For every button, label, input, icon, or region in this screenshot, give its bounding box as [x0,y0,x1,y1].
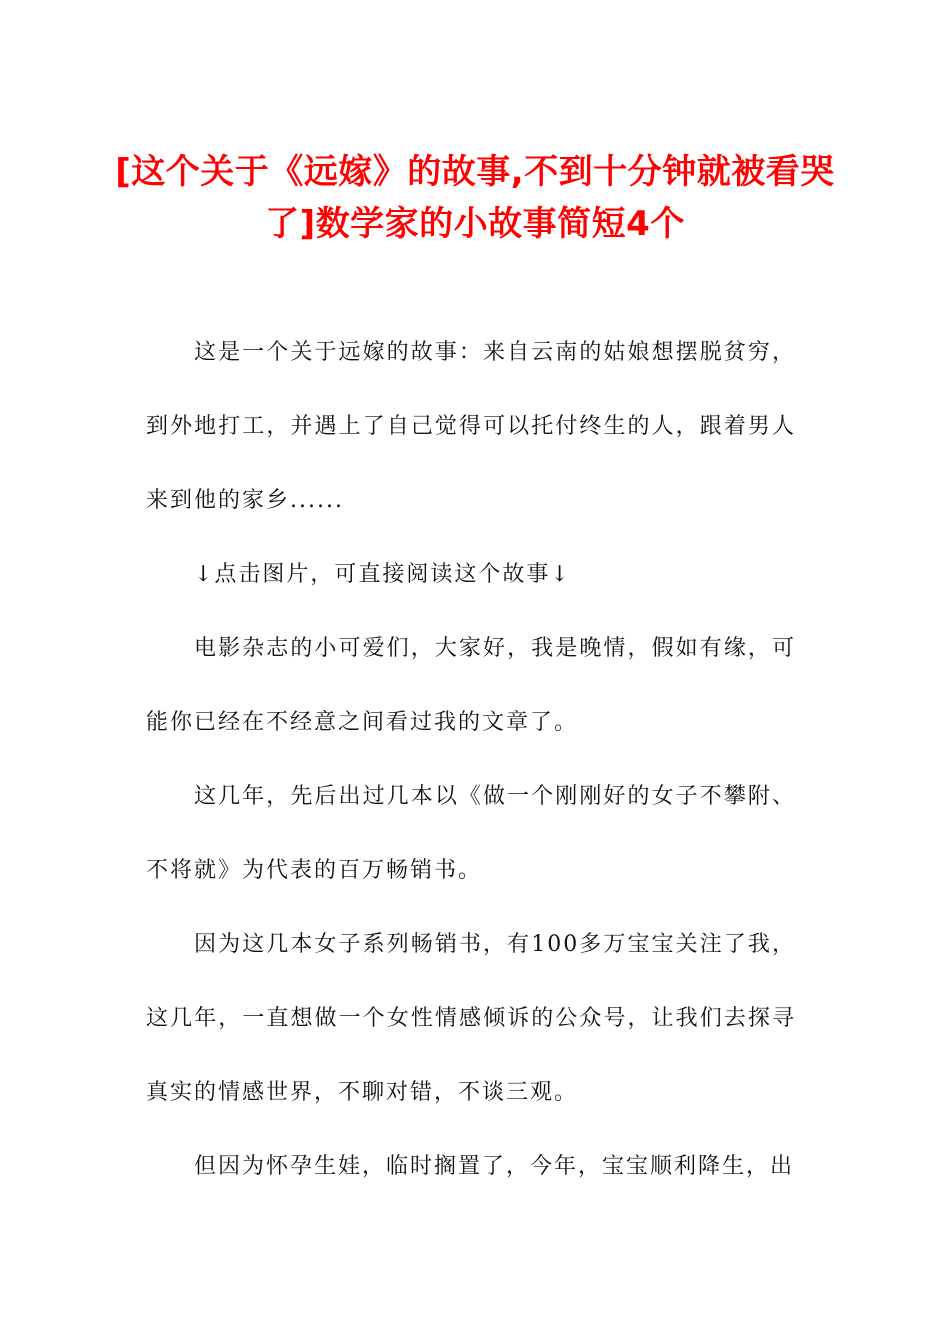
paragraph-2: ↓点击图片，可直接阅读这个故事↓ [194,562,571,587]
document-title: [这个关于《远嫁》的故事,不到十分钟就被看哭了]数学家的小故事简短4个 [115,152,835,244]
paragraph-4: 这几年，先后出过几本以《做一个刚刚好的女子不攀附、不将就》为代表的百万畅销书。 [146,784,796,883]
paragraph-6: 但因为怀孕生娃，临时搁置了，今年，宝宝顺利降生，出 [194,1154,795,1179]
paragraph-3: 电影杂志的小可爱们，大家好，我是晚情，假如有缘，可能你已经在不经意之间看过我的文章了。 [146,636,796,735]
paragraph-5: 因为这几本女子系列畅销书，有100多万宝宝关注了我，这几年，一直想做一个女性情感倾诉的公众号，让我们去探寻真实的情感世界，不聊对错，不谈三观。 [146,932,796,1105]
document-body [146,316,796,1204]
paragraph-1: 这是一个关于远嫁的故事：来自云南的姑娘想摆脱贫穷，到外地打工，并遇上了自己觉得可以托付终生的人，跟着男人来到他的家乡...... [146,340,796,513]
